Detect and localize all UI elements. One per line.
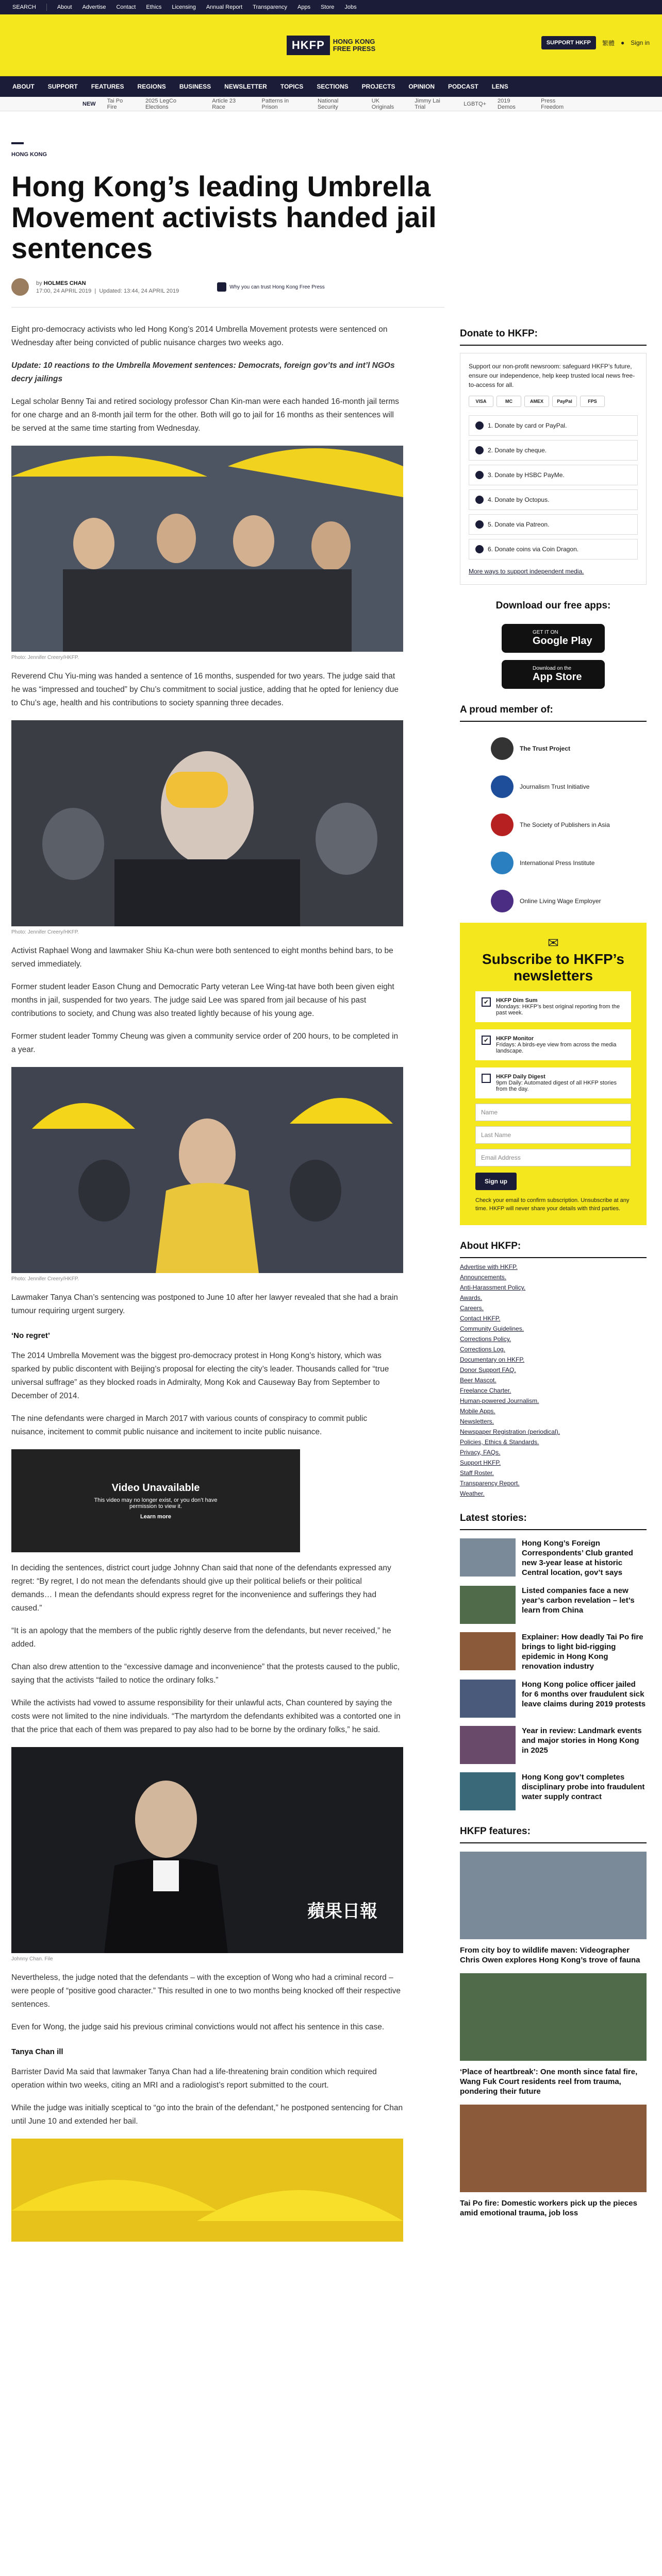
story-item[interactable] (460, 1586, 647, 1624)
donate-option-label: 5. Donate via Patreon. (488, 521, 550, 528)
photo-caption: Photo: Jennifer Creery/HKFP. (11, 1276, 79, 1282)
trust-link[interactable] (217, 282, 325, 292)
donate-option-label: 1. Donate by card or PayPal. (488, 422, 567, 429)
newsletter-name: HKFP Dim Sum (496, 997, 538, 1004)
article-photo (11, 2139, 403, 2242)
contact-link[interactable]: Contact (116, 4, 136, 10)
nav-regions[interactable]: REGIONS (137, 83, 166, 90)
author-prefix: by (36, 280, 42, 286)
newsletter-desc: 9pm Daily: Automated digest of all HKFP stories from the day. (496, 1080, 617, 1092)
partner-trust-project[interactable] (460, 737, 647, 760)
paragraph: The nine defendants were charged in March 2017 with various counts of conspiracy to commit public nuisance, incitement to commit public nuisance and incitement to incite public nuisance. (11, 1414, 368, 1436)
partner-label: The Trust Project (520, 745, 571, 752)
paragraph: Even for Wong, the judge said his previous criminal convictions would not affect his sentence in this case. (11, 2023, 385, 2031)
fps-icon: FPS (580, 396, 605, 407)
donate-option-label: 2. Donate by cheque. (488, 447, 547, 454)
octopus-icon (475, 496, 484, 504)
newsletter-desc: Mondays: HKFP’s best original reporting from the past week. (496, 1004, 620, 1016)
paragraph: Reverend Chu Yiu-ming was handed a sentence of 16 months, suspended for two years. The judge said that he was “impressed and touched” by Chu’s commitment to social justice, adding that he opted for leniency due to Chu’s age, health and his contributions to society spanning three decades. (11, 672, 399, 707)
donate-options (469, 415, 638, 560)
paragraph: Chan also drew attention to the “excessive damage and inconvenience” that the protests caused to the public, saying that the activists “failed to notice the ordinary folks.” (11, 1663, 400, 1685)
subheading: Tanya Chan ill (11, 2047, 63, 2056)
support-hkfp-button[interactable]: SUPPORT HKFP (541, 36, 596, 49)
new-badge: NEW (82, 100, 96, 107)
about-link-item[interactable]: Beer Mascot. (460, 1377, 496, 1384)
about-link-item[interactable]: Freelance Charter. (460, 1387, 511, 1394)
trending-link[interactable]: National Security (317, 97, 339, 110)
about-link-item[interactable]: Newsletters. (460, 1418, 494, 1425)
search-link[interactable]: SEARCH (12, 4, 36, 10)
jti-icon (491, 775, 514, 798)
living-wage-icon (491, 890, 514, 912)
app-store-button[interactable] (502, 660, 605, 689)
donate-option-card[interactable] (469, 415, 638, 436)
article-title: Hong Kong’s leading Umbrella Movement activists handed jail sentences (11, 170, 437, 264)
apps-heading: Download our free apps: (495, 600, 611, 611)
about-link-item[interactable]: Donor Support FAQ. (460, 1366, 516, 1374)
divider (46, 4, 47, 11)
trending-link[interactable]: UK Originals (371, 97, 394, 110)
article-photo (11, 720, 403, 926)
partners-heading: A proud member of: (460, 704, 647, 722)
user-icon: ● (621, 39, 625, 46)
story-thumbnail[interactable] (460, 1538, 516, 1577)
last-name-input[interactable]: Last Name (475, 1126, 631, 1144)
trending-bar (0, 97, 662, 111)
about-link-item[interactable]: Privacy, FAQs. (460, 1449, 501, 1456)
jobs-link[interactable]: Jobs (344, 4, 357, 10)
avatar (11, 278, 29, 296)
coin-icon (475, 545, 484, 553)
story-thumbnail[interactable] (460, 1632, 516, 1670)
publish-date: 17:00, 24 APRIL 2019 (36, 287, 92, 294)
about-link-item[interactable]: Weather. (460, 1490, 485, 1497)
story-title[interactable]: Tai Po fire: Domestic workers pick up the pieces amid emotional trauma, job loss (460, 2199, 637, 2217)
about-link-item[interactable]: Mobile Apps. (460, 1408, 495, 1415)
paragraph: Barrister David Ma said that lawmaker Tanya Chan had a life-threatening brain condition which required operation within two weeks, citing an MRI and a radiologist’s report submitted to the court. (11, 2067, 377, 2090)
nav-support[interactable]: SUPPORT (47, 83, 78, 90)
paragraph: Former student leader Tommy Cheung was given a community service order of 200 hours, to be completed in a year. (11, 1032, 399, 1054)
logo-wordmark (333, 38, 375, 53)
newsletter-note: Check your email to confirm subscription. Unsubscribe at any time. HKFP will never share your details with third parties. (475, 1197, 630, 1212)
donate-option-cheque[interactable] (469, 440, 638, 461)
article-body (11, 308, 403, 2242)
article-photo (11, 1747, 403, 1953)
trust-icon (217, 282, 226, 292)
donate-box (460, 353, 647, 585)
story-item[interactable] (460, 2105, 647, 2218)
gplay-label: Google Play (533, 635, 592, 647)
latest-heading: Latest stories: (460, 1513, 647, 1530)
gplay-small-label: GET IT ON (533, 630, 558, 635)
logo-line-1: HONG KONG (333, 37, 375, 45)
trending-link[interactable]: 2019 Demos (498, 97, 516, 110)
donate-option-label: 4. Donate by Octopus. (488, 496, 550, 503)
about-link-item[interactable]: Newspaper Registration (periodical). (460, 1428, 560, 1435)
story-title[interactable]: Hong Kong’s Foreign Correspondents’ Club granted new 3-year lease at historic Central location, gov’t says (522, 1539, 633, 1577)
partner-label: The Society of Publishers in Asia (520, 821, 610, 828)
checkbox[interactable]: ✔ (482, 1036, 491, 1045)
email-input[interactable]: Email Address (475, 1149, 631, 1166)
donate-option-patreon[interactable] (469, 514, 638, 535)
partner-jti[interactable] (460, 775, 647, 798)
byline (11, 278, 651, 296)
trending-link[interactable]: Jimmy Lai Trial (415, 97, 440, 110)
patreon-icon (475, 520, 484, 529)
story-thumbnail[interactable] (460, 2105, 647, 2192)
about-link-item[interactable]: Corrections Log. (460, 1346, 506, 1353)
about-link-item[interactable]: Anti-Harassment Policy. (460, 1284, 526, 1291)
about-link-item[interactable]: Announcements. (460, 1274, 507, 1281)
features-heading: HKFP features: (460, 1826, 647, 1843)
newsletter-option-digest[interactable] (475, 1067, 631, 1098)
story-item[interactable] (460, 1680, 647, 1718)
google-play-button[interactable] (502, 624, 605, 653)
nav-about[interactable]: ABOUT (12, 83, 35, 90)
story-item[interactable] (460, 1973, 647, 2096)
sopa-icon (491, 814, 514, 836)
first-name-input[interactable]: Name (475, 1104, 631, 1121)
about-link-item[interactable]: Community Guidelines. (460, 1325, 524, 1332)
partner-ipi[interactable] (460, 852, 647, 874)
annual-report-link[interactable]: Annual Report (206, 4, 243, 10)
johnny-chan-photo (11, 1747, 403, 1953)
story-title[interactable]: From city boy to wildlife maven: Videographer Chris Owen explores Hong Kong’s trove of fauna (460, 1946, 640, 1964)
story-title[interactable]: Hong Kong gov’t completes disciplinary probe into fraudulent water supply contract (522, 1773, 645, 1801)
nav-features[interactable]: FEATURES (91, 83, 124, 90)
donate-option-payme[interactable] (469, 465, 638, 485)
story-thumbnail[interactable] (460, 1586, 516, 1624)
latest-stories (460, 1538, 647, 1810)
trending-link[interactable]: Article 23 Race (212, 97, 236, 110)
photo-caption: Johnny Chan. File (11, 1956, 53, 1962)
about-link-item[interactable]: Policies, Ethics & Standards. (460, 1438, 539, 1446)
about-heading: About HKFP: (460, 1241, 647, 1258)
logo-line-2: FREE PRESS (333, 44, 376, 53)
paragraph: In deciding the sentences, district court judge Johnny Chan said that none of the defendants expressed any regret: “By regret, I do not mean the defendants should give up their political beliefs or their political demands… I mean the defendants should express regret for the inconvenience and sufferings they had caused.” (11, 1564, 391, 1613)
story-title[interactable]: Explainer: How deadly Tai Po fire brings to light bid-rigging epidemic in Hong Kong renovation industry (522, 1633, 643, 1671)
chu-yiu-ming-photo (11, 720, 403, 926)
amex-icon: AMEX (524, 396, 549, 407)
story-title[interactable]: Listed companies face a new year’s carbon revelation – let’s learn from China (522, 1586, 635, 1615)
story-title[interactable]: Hong Kong police officer jailed for 6 months over fraudulent sick leave claims during 2019 protests (522, 1680, 646, 1708)
paragraph: Eight pro-democracy activists who led Hong Kong’s 2014 Umbrella Movement protests were sentenced on Wednesday after being convicted of public nuisance charges two weeks ago. (11, 325, 388, 347)
story-item[interactable] (460, 1726, 647, 1764)
author-name[interactable]: HOLMES CHAN (43, 280, 86, 286)
about-link[interactable]: About (57, 4, 72, 10)
paragraph: While the activists had vowed to assume responsibility for their unlawful acts, Chan countered by saying the costs were not limited to the nine individuals. “The martyrdom the defendants exhibited was a contorted one in that the price that each of them was prepared to pay also had to be borne by the ordinary folks,” he said. (11, 1699, 401, 1734)
about-link-item[interactable]: Support HKFP. (460, 1459, 501, 1466)
about-link-item[interactable]: Transparency Report. (460, 1480, 520, 1487)
story-title[interactable]: ‘Place of heartbreak’: One month since fatal fire, Wang Fuk Court residents reel from trauma, pondering their future (460, 2067, 638, 2096)
checkbox[interactable]: ✔ (482, 997, 491, 1007)
photo-caption: Photo: Jennifer Creery/HKFP. (11, 929, 79, 935)
subheading: ‘No regret’ (11, 1331, 51, 1340)
paragraph: Lawmaker Tanya Chan’s sentencing was postponed to June 10 after her lawyer revealed that she had a brain tumour requiring urgent surgery. (11, 1293, 398, 1315)
transparency-link[interactable]: Transparency (253, 4, 287, 10)
checkbox[interactable] (482, 1074, 491, 1083)
mastercard-icon: MC (496, 396, 521, 407)
partner-label: Online Living Wage Employer (520, 897, 601, 905)
apps-link[interactable]: Apps (297, 4, 311, 10)
sign-up-button[interactable]: Sign up (475, 1173, 517, 1190)
umbrella-photo (11, 2139, 403, 2242)
store-link[interactable]: Store (321, 4, 335, 10)
appstore-label: App Store (533, 671, 582, 683)
ipi-icon (491, 852, 514, 874)
story-title[interactable]: Year in review: Landmark events and major stories in Hong Kong in 2025 (522, 1726, 642, 1755)
paragraph: Nevertheless, the judge noted that the defendants – with the exception of Wong who had a criminal record – were people of “positive good character.” This resulted in one to two months being knocked off their respective sentences. (11, 1973, 401, 2009)
about-link-item[interactable]: Contact HKFP. (460, 1315, 501, 1322)
learn-more-link[interactable]: Learn more (140, 1513, 171, 1520)
ethics-link[interactable]: Ethics (146, 4, 162, 10)
logo-mark: HKFP (287, 36, 330, 55)
donate-heading: Donate to HKFP: (460, 328, 647, 346)
trending-link[interactable]: Patterns in Prison (261, 97, 289, 110)
paragraph: “It is an apology that the members of the public rightly deserve from the defendants, but never received,” he added. (11, 1626, 391, 1649)
trending-link[interactable]: LGBTQ+ (464, 100, 487, 107)
nav-sections[interactable]: SECTIONS (317, 83, 349, 90)
licensing-link[interactable]: Licensing (172, 4, 196, 10)
video-embed[interactable] (11, 1449, 300, 1552)
card-icon (475, 421, 484, 430)
update-link[interactable]: Update: 10 reactions to the Umbrella Movement sentences: Democrats, foreign gov’ts and int’l NGOs decry jailings (11, 361, 395, 383)
about-link-item[interactable]: Staff Roster. (460, 1469, 494, 1477)
story-item[interactable] (460, 1852, 647, 1965)
about-links (460, 1263, 647, 1497)
visa-icon: VISA (469, 396, 493, 407)
story-item[interactable] (460, 1538, 647, 1578)
story-thumbnail[interactable] (460, 1852, 647, 1939)
article-header (11, 142, 651, 308)
newsletter-name: HKFP Daily Digest (496, 1074, 545, 1080)
partner-label: International Press Institute (520, 859, 595, 867)
donate-option-label: 6. Donate coins via Coin Dragon. (488, 546, 579, 553)
category-bar (11, 142, 24, 144)
about-link-item[interactable]: Documentary on HKFP. (460, 1356, 525, 1363)
video-title: Video Unavailable (111, 1482, 200, 1494)
nav-podcast[interactable]: PODCAST (448, 83, 478, 90)
top-utility-bar (0, 0, 662, 14)
story-thumbnail[interactable] (460, 1680, 516, 1718)
partner-sopa[interactable] (460, 814, 647, 836)
header-actions (541, 36, 650, 49)
donate-option-label: 3. Donate by HSBC PayMe. (488, 471, 565, 479)
language-toggle[interactable]: 繁體 (602, 39, 615, 47)
newsletter-option-dim-sum[interactable] (475, 991, 631, 1022)
protest-photo (11, 446, 403, 652)
advertise-link[interactable]: Advertise (82, 4, 106, 10)
trust-project-icon (491, 737, 514, 760)
newsletter-name: HKFP Monitor (496, 1036, 534, 1042)
cheque-icon (475, 446, 484, 454)
story-item[interactable] (460, 1632, 647, 1671)
nav-projects[interactable]: PROJECTS (361, 83, 395, 90)
paragraph: Legal scholar Benny Tai and retired sociology professor Chan Kin-man were each handed 16-month jail terms for one charge and an 8-month jail term for the other. Both will go to jail for 16 months as their sentences will be served at the same time starting from Wednesday. (11, 397, 399, 433)
author-block: by HOLMES CHAN 17:00, 24 APRIL 2019 | Updated: 13:44, 24 APRIL 2019 (36, 280, 179, 294)
newsletter-desc: Fridays: A birds-eye view from across the media landscape. (496, 1042, 617, 1054)
paypal-icon: PayPal (552, 396, 577, 407)
tanya-chan-photo (11, 1067, 403, 1273)
appstore-small-label: Download on the (533, 666, 572, 671)
newsletter-box (460, 923, 647, 1225)
main-nav (0, 76, 662, 97)
article-photo (11, 1067, 403, 1273)
trending-link[interactable]: 2025 LegCo Elections (145, 97, 176, 110)
trending-link[interactable]: Tai Po Fire (107, 97, 123, 110)
story-item[interactable] (460, 1772, 647, 1810)
trust-label: Why you can trust Hong Kong Free Press (229, 284, 325, 290)
partner-living-wage[interactable] (460, 890, 647, 912)
newsletter-heading: Subscribe to HKFP’s newsletters (482, 951, 624, 984)
donate-text[interactable]: Support our non-profit newsroom: safeguard HKFP’s future, ensure our independence, help keep trusted local news free-to-access for all. (469, 363, 635, 388)
payme-icon (475, 471, 484, 479)
sign-in-link[interactable]: Sign in (631, 39, 650, 46)
story-thumbnail[interactable] (460, 1772, 516, 1810)
donate-option-coin[interactable] (469, 539, 638, 560)
hkfp-logo[interactable] (287, 36, 375, 55)
newsletter-option-monitor[interactable] (475, 1029, 631, 1060)
nav-topics[interactable]: TOPICS (280, 83, 304, 90)
photo-watermark: 蘋果日報 (307, 1901, 377, 1922)
about-link-item[interactable]: Advertise with HKFP. (460, 1263, 518, 1270)
feature-stories (460, 1852, 647, 2218)
nav-newsletter[interactable]: NEWSLETTER (224, 83, 267, 90)
story-thumbnail[interactable] (460, 1973, 647, 2061)
paragraph: Former student leader Eason Chung and Democratic Party veteran Lee Wing-tat have both been given eight months in jail, suspended for two years. The judge said Lee was spared from jail because of his past contributions to society, and Chung was also treated lightly because of his young age. (11, 982, 394, 1018)
paragraph: The 2014 Umbrella Movement was the biggest pro-democracy protest in Hong Kong’s history, which was sparked by public discontent with Beijing’s proposal for electing the city’s leader. Thousands called for “true universal suffrage” as they blocked roads in Admiralty, Mong Kok and Causeway Bay from September to December of 2014. (11, 1351, 389, 1400)
about-link-item[interactable]: Awards. (460, 1294, 483, 1301)
story-thumbnail[interactable] (460, 1726, 516, 1764)
about-link-item[interactable]: Careers. (460, 1304, 484, 1312)
article-photo (11, 446, 403, 652)
about-link-item[interactable]: Corrections Policy. (460, 1335, 511, 1343)
video-message: This video may no longer exist, or you don’t have permission to view it. (94, 1497, 218, 1510)
paragraph: Activist Raphael Wong and lawmaker Shiu Ka-chun were both sentenced to eight months behind bars, to be served immediately. (11, 946, 393, 969)
article-category[interactable]: HONG KONG (11, 151, 47, 158)
content-area (11, 308, 651, 2576)
donate-option-octopus[interactable] (469, 489, 638, 510)
more-ways-link[interactable]: More ways to support independent media. (469, 568, 584, 575)
about-link-item[interactable]: Human-powered Journalism. (460, 1397, 539, 1404)
site-header (0, 14, 662, 76)
trending-link[interactable]: Press Freedom (541, 97, 564, 110)
photo-caption: Photo: Jennifer Creery/HKFP. (11, 655, 79, 660)
nav-business[interactable]: BUSINESS (179, 83, 211, 90)
nav-opinion[interactable]: OPINION (408, 83, 435, 90)
updated-date: Updated: 13:44, 24 APRIL 2019 (99, 287, 179, 294)
partner-label: Journalism Trust Initiative (520, 783, 590, 790)
sidebar (460, 328, 647, 2218)
payment-logos (469, 396, 638, 407)
paragraph: While the judge was initially sceptical to “go into the brain of the defendant,” he postponed sentencing for Chan until June 10 and extended her bail. (11, 2104, 403, 2126)
envelope-icon: ✉ (548, 935, 559, 951)
nav-lens[interactable]: LENS (491, 83, 508, 90)
